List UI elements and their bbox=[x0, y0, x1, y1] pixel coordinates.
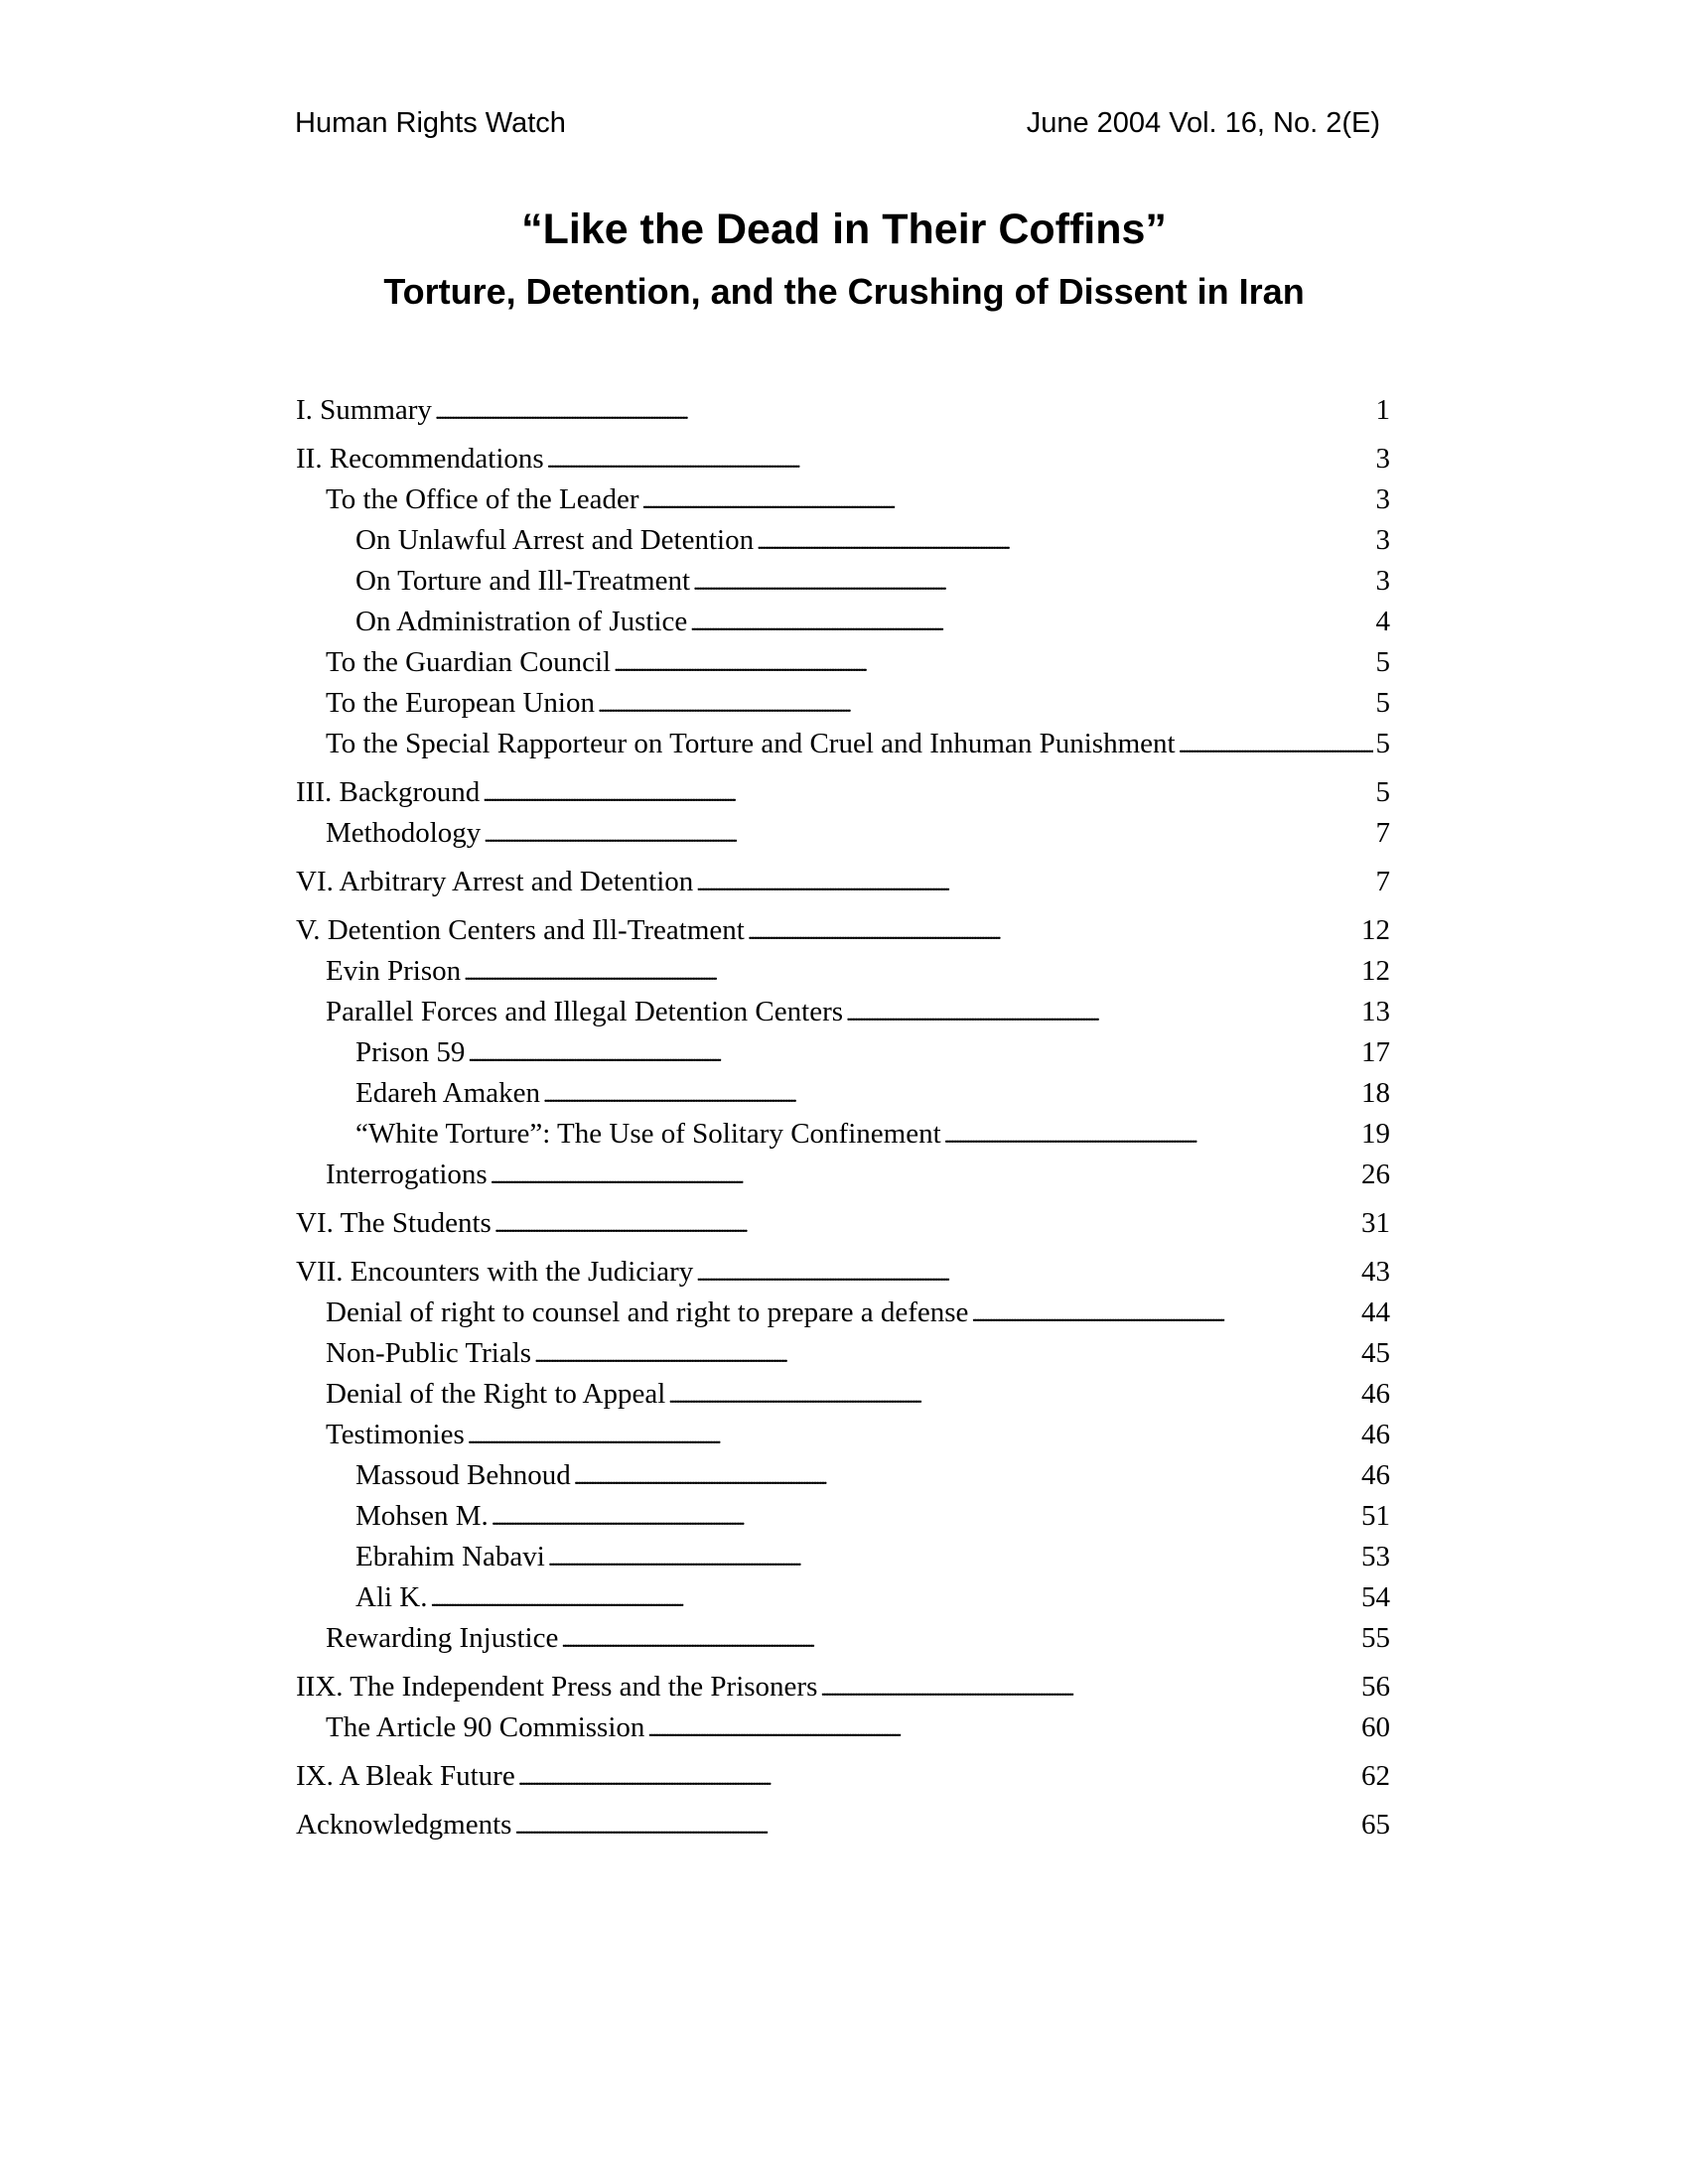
toc-entry-label: Massoud Behnoud bbox=[355, 1459, 571, 1491]
dot-leader bbox=[757, 520, 1372, 561]
toc-entry[interactable] bbox=[296, 1496, 1390, 1537]
dot-leader bbox=[543, 1073, 1358, 1114]
dot-leader bbox=[435, 390, 1373, 431]
toc-entry-label: III. Background bbox=[296, 776, 481, 808]
dot-leader bbox=[491, 1155, 1358, 1195]
toc-entry-label: On Unlawful Arrest and Detention bbox=[355, 524, 755, 556]
dot-leader bbox=[468, 1032, 1358, 1073]
toc-entry-label: Evin Prison bbox=[326, 955, 462, 987]
toc-entry-page: 5 bbox=[1375, 687, 1390, 719]
toc-entry-page: 26 bbox=[1361, 1159, 1390, 1190]
toc-entry-label: VI. The Students bbox=[296, 1207, 492, 1239]
toc-entry-page: 62 bbox=[1361, 1760, 1390, 1792]
toc-entry-page: 5 bbox=[1375, 776, 1390, 808]
toc-entry[interactable] bbox=[296, 1032, 1390, 1073]
toc-entry-label: On Torture and Ill-Treatment bbox=[355, 565, 691, 597]
toc-entry[interactable] bbox=[296, 1618, 1390, 1659]
toc-entry-label: Prison 59 bbox=[355, 1036, 466, 1068]
toc-entry-page: 43 bbox=[1361, 1256, 1390, 1288]
page-header bbox=[295, 105, 1380, 141]
dot-leader bbox=[693, 561, 1372, 602]
toc-entry-page: 7 bbox=[1375, 866, 1390, 897]
toc-entry-label: Ebrahim Nabavi bbox=[355, 1541, 545, 1572]
toc-entry[interactable] bbox=[296, 1756, 1390, 1797]
toc-entry-label: The Article 90 Commission bbox=[326, 1711, 645, 1743]
dot-leader bbox=[668, 1374, 1358, 1415]
table-of-contents bbox=[296, 390, 1390, 1845]
toc-entry-page: 7 bbox=[1375, 817, 1390, 849]
toc-entry[interactable] bbox=[296, 1577, 1390, 1618]
toc-entry[interactable] bbox=[296, 1293, 1390, 1333]
toc-entry-page: 65 bbox=[1361, 1809, 1390, 1841]
toc-entry-label: Non-Public Trials bbox=[326, 1337, 532, 1369]
toc-entry[interactable] bbox=[296, 439, 1390, 479]
toc-entry[interactable] bbox=[296, 1155, 1390, 1195]
dot-leader bbox=[547, 439, 1373, 479]
toc-entry-label: V. Detention Centers and Ill-Treatment bbox=[296, 914, 745, 946]
dot-leader bbox=[1179, 724, 1373, 764]
toc-entry-page: 12 bbox=[1361, 914, 1390, 946]
toc-entry-label: IX. A Bleak Future bbox=[296, 1760, 515, 1792]
dot-leader bbox=[820, 1667, 1358, 1707]
toc-entry[interactable] bbox=[296, 683, 1390, 724]
dot-leader bbox=[641, 479, 1372, 520]
toc-entry[interactable] bbox=[296, 520, 1390, 561]
toc-entry[interactable] bbox=[296, 992, 1390, 1032]
toc-entry-label: On Administration of Justice bbox=[355, 606, 688, 637]
report-subtitle: Torture, Detention, and the Crushing of Dissent in Iran bbox=[383, 271, 1305, 312]
toc-entry-page: 46 bbox=[1361, 1378, 1390, 1410]
dot-leader bbox=[574, 1455, 1358, 1496]
dot-leader bbox=[484, 813, 1372, 854]
dot-leader bbox=[534, 1333, 1358, 1374]
toc-entry[interactable] bbox=[296, 1415, 1390, 1455]
toc-entry-label: Acknowledgments bbox=[296, 1809, 512, 1841]
toc-entry-page: 5 bbox=[1375, 646, 1390, 678]
report-title: “Like the Dead in Their Coffins” bbox=[521, 205, 1167, 253]
toc-entry-page: 31 bbox=[1361, 1207, 1390, 1239]
toc-entry[interactable] bbox=[296, 1707, 1390, 1748]
toc-entry-label: VI. Arbitrary Arrest and Detention bbox=[296, 866, 694, 897]
publisher-name: Human Rights Watch bbox=[295, 107, 566, 139]
toc-entry-label: Edareh Amaken bbox=[355, 1077, 541, 1109]
toc-entry-label: Mohsen M. bbox=[355, 1500, 489, 1532]
toc-entry-page: 51 bbox=[1361, 1500, 1390, 1532]
toc-entry-page: 1 bbox=[1375, 394, 1390, 426]
dot-leader bbox=[468, 1415, 1358, 1455]
dot-leader bbox=[518, 1756, 1358, 1797]
toc-entry-page: 44 bbox=[1361, 1297, 1390, 1328]
toc-entry-label: To the Guardian Council bbox=[326, 646, 612, 678]
toc-entry-page: 12 bbox=[1361, 955, 1390, 987]
toc-entry-label: “White Torture”: The Use of Solitary Confinement bbox=[355, 1118, 941, 1150]
toc-entry[interactable] bbox=[296, 862, 1390, 902]
toc-entry[interactable] bbox=[296, 479, 1390, 520]
toc-entry[interactable] bbox=[296, 390, 1390, 431]
dot-leader bbox=[971, 1293, 1358, 1333]
toc-entry-page: 3 bbox=[1375, 443, 1390, 475]
toc-entry[interactable] bbox=[296, 1114, 1390, 1155]
toc-entry[interactable] bbox=[296, 561, 1390, 602]
toc-entry-page: 18 bbox=[1361, 1077, 1390, 1109]
dot-leader bbox=[647, 1707, 1358, 1748]
toc-entry-page: 17 bbox=[1361, 1036, 1390, 1068]
toc-entry-label: VII. Encounters with the Judiciary bbox=[296, 1256, 694, 1288]
toc-entry[interactable] bbox=[296, 813, 1390, 854]
toc-entry[interactable] bbox=[296, 1537, 1390, 1577]
dot-leader bbox=[514, 1805, 1358, 1845]
toc-entry[interactable] bbox=[296, 1252, 1390, 1293]
toc-entry-label: To the Special Rapporteur on Torture and Cruel and Inhuman Punishment bbox=[326, 728, 1176, 759]
toc-entry[interactable] bbox=[296, 1455, 1390, 1496]
dot-leader bbox=[464, 951, 1358, 992]
toc-entry[interactable] bbox=[296, 1805, 1390, 1845]
toc-entry-label: I. Summary bbox=[296, 394, 432, 426]
toc-entry[interactable] bbox=[296, 1374, 1390, 1415]
toc-entry-label: To the Office of the Leader bbox=[326, 483, 639, 515]
toc-entry[interactable] bbox=[296, 1203, 1390, 1244]
toc-entry[interactable] bbox=[296, 951, 1390, 992]
toc-entry[interactable] bbox=[296, 602, 1390, 642]
toc-entry[interactable] bbox=[296, 642, 1390, 683]
dot-leader bbox=[748, 910, 1358, 951]
toc-entry-page: 56 bbox=[1361, 1671, 1390, 1703]
toc-entry[interactable] bbox=[296, 724, 1390, 764]
dot-leader bbox=[614, 642, 1372, 683]
toc-entry-label: Testimonies bbox=[326, 1419, 465, 1450]
dot-leader bbox=[696, 1252, 1358, 1293]
dot-leader bbox=[431, 1577, 1359, 1618]
toc-entry-page: 60 bbox=[1361, 1711, 1390, 1743]
toc-entry-label: Denial of the Right to Appeal bbox=[326, 1378, 666, 1410]
dot-leader bbox=[696, 862, 1372, 902]
toc-entry[interactable] bbox=[296, 1333, 1390, 1374]
toc-entry-page: 3 bbox=[1375, 524, 1390, 556]
toc-entry-page: 5 bbox=[1375, 728, 1390, 759]
toc-entry-label: Methodology bbox=[326, 817, 482, 849]
toc-entry[interactable] bbox=[296, 772, 1390, 813]
toc-entry-page: 3 bbox=[1375, 565, 1390, 597]
toc-entry-label: To the European Union bbox=[326, 687, 595, 719]
dot-leader bbox=[494, 1203, 1358, 1244]
toc-entry-label: Interrogations bbox=[326, 1159, 488, 1190]
toc-entry-page: 54 bbox=[1361, 1581, 1390, 1613]
toc-entry[interactable] bbox=[296, 910, 1390, 951]
dot-leader bbox=[944, 1114, 1358, 1155]
toc-entry[interactable] bbox=[296, 1073, 1390, 1114]
toc-entry-label: Denial of right to counsel and right to prepare a defense bbox=[326, 1297, 969, 1328]
toc-entry-label: Rewarding Injustice bbox=[326, 1622, 559, 1654]
toc-entry-page: 46 bbox=[1361, 1419, 1390, 1450]
issue-info: June 2004 Vol. 16, No. 2(E) bbox=[1026, 107, 1380, 139]
dot-leader bbox=[492, 1496, 1358, 1537]
dot-leader bbox=[548, 1537, 1358, 1577]
toc-entry[interactable] bbox=[296, 1667, 1390, 1707]
toc-entry-page: 3 bbox=[1375, 483, 1390, 515]
toc-entry-page: 46 bbox=[1361, 1459, 1390, 1491]
toc-entry-page: 45 bbox=[1361, 1337, 1390, 1369]
toc-entry-label: II. Recommendations bbox=[296, 443, 544, 475]
dot-leader bbox=[483, 772, 1372, 813]
dot-leader bbox=[690, 602, 1372, 642]
toc-entry-page: 55 bbox=[1361, 1622, 1390, 1654]
toc-entry-label: IIX. The Independent Press and the Prisoners bbox=[296, 1671, 818, 1703]
dot-leader bbox=[561, 1618, 1358, 1659]
dot-leader bbox=[598, 683, 1373, 724]
dot-leader bbox=[846, 992, 1358, 1032]
toc-entry-page: 4 bbox=[1375, 606, 1390, 637]
toc-entry-page: 13 bbox=[1361, 996, 1390, 1027]
toc-entry-label: Ali K. bbox=[355, 1581, 428, 1613]
toc-entry-page: 19 bbox=[1361, 1118, 1390, 1150]
toc-entry-page: 53 bbox=[1361, 1541, 1390, 1572]
toc-entry-label: Parallel Forces and Illegal Detention Centers bbox=[326, 996, 844, 1027]
